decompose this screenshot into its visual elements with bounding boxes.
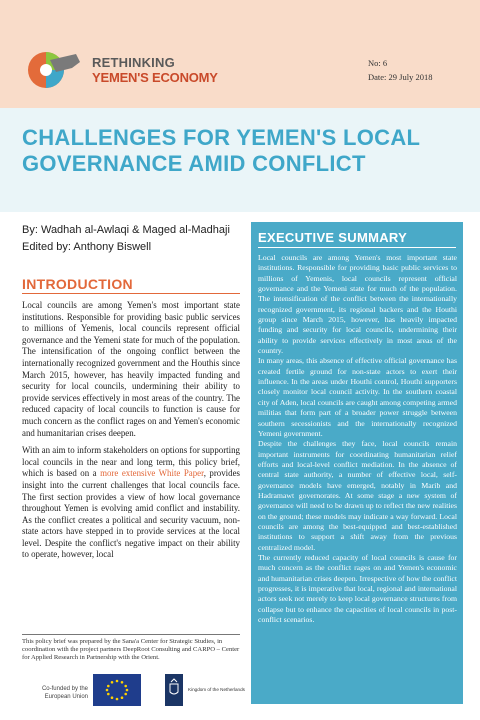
brand-title: RETHINKING xyxy=(92,55,175,70)
introduction-text: , provides insight into the current challenges that local councils face. The first section provides a view of how local governance throughout Yemen is evolving amid conflict and instability. As the conflict creates a political and security vacuum, non-state actors have stepped in to provide services at the local level. Despite the conflict's negative impact on their ability to operate, however, local xyxy=(22,468,240,560)
introduction-divider xyxy=(22,293,240,294)
introduction-text: With an aim to inform stakeholders on options for supporting local councils in the near and long term, this policy brief, which is based on a xyxy=(22,445,240,479)
brief-date: Date: 29 July 2018 xyxy=(368,72,433,82)
brief-meta xyxy=(368,56,432,84)
author-names: Wadhah al-Awlaqi & Maged al-Madhaji xyxy=(40,224,230,236)
white-paper-link[interactable]: more extensive White Paper xyxy=(100,468,204,479)
page-title: CHALLENGES FOR YEMEN'S LOCAL GOVERNANCE AMID CONFLICT xyxy=(22,125,420,176)
introduction-paragraph: Local councils are among Yemen's most important state institutions. Responsible for providing basic public services to millions of Yemenis, local councils represent official governance and the Yemeni state for much of the population. The intensification of the ongoing conflict between the internationally recognized government and the Houthis since March 2015, however, has heavily impacted funding and security for local councils, undermining their ability to provide services effectively in most areas of the country. The reduced capacity of local councils to function is cause for much concern as the conflict rages on and Yemen's economic and humanitarian crises deepen. xyxy=(22,300,240,438)
introduction-body xyxy=(22,300,240,567)
editors-line xyxy=(22,241,151,253)
summary-paragraph: The currently reduced capacity of local councils is cause for much concern as the conflict rages on and Yemen's economic and humanitarian crises deepen. Irrespective of how the conflict progresses, it is imperative that local, regional and international actors seek not merely to keep local governance structures from collapse but to enhance the capacities of local councils in post-conflict scenarios. xyxy=(258,552,457,625)
footer-divider xyxy=(22,634,240,635)
cofunded-label: Co-funded by the European Union xyxy=(41,686,88,700)
editor-name: Anthony Biswell xyxy=(73,241,152,253)
executive-summary-heading: EXECUTIVE SUMMARY xyxy=(258,230,408,245)
eu-flag-icon xyxy=(93,674,141,706)
netherlands-label: Kingdom of the Netherlands xyxy=(188,687,245,692)
executive-summary-divider xyxy=(258,247,456,248)
introduction-paragraph xyxy=(22,445,240,561)
summary-paragraph: Local councils are among Yemen's most important state institutions. Responsible for providing basic public services to millions of Yemenis, local councils represent official governance and the Yemeni state for much of the population. The intensification of the conflict between the internationally recognized government, its regional backers and the Houthi group since March 2015, however, has heavily impacted funding and security for local councils, undermining their ability to provide services effectively in most areas of the country. xyxy=(258,253,457,356)
introduction-heading: INTRODUCTION xyxy=(22,276,133,292)
brand-subtitle: YEMEN'S ECONOMY xyxy=(92,70,218,85)
authors-line xyxy=(22,224,230,236)
summary-paragraph: In many areas, this absence of effective official governance has created fertile ground for non-state actors to exert their influence. In the areas under Houthi control, Houthi supporters closely monitor local council activity. In the southern coastal city of Aden, local councils are caught among competing armed militias that form part of a broader power struggle between southern secessionists and the internationally recognized Yemeni government. xyxy=(258,356,457,438)
edited-label: Edited by: xyxy=(22,241,71,253)
netherlands-emblem-icon xyxy=(165,674,183,706)
brief-number: No: 6 xyxy=(368,58,388,68)
rethinking-yemen-logo-icon xyxy=(26,46,86,92)
by-label: By: xyxy=(22,224,38,236)
executive-summary-body xyxy=(258,253,457,625)
summary-paragraph: Despite the challenges they face, local councils remain important instruments for coordinating humanitarian relief efforts and local-level conflict mediation. In the absence of central state authority, a number of effective local, self-governance models have emerged, notably in Marib and Hadramawt governorates. At some stage a new system of governance will need to be drawn up to reflect the new realities on the ground; these models may indicate a way forward. Local councils are among the best-equipped and best-established institutions to support a shift away from the previous centralized model. xyxy=(258,439,457,552)
footer-note: This policy brief was prepared by the Sana'a Center for Strategic Studies, in coordination with the project partners DeepRoot Consulting and CARPO – Center for Applied Research in Partnership with the Orient. xyxy=(22,638,240,662)
